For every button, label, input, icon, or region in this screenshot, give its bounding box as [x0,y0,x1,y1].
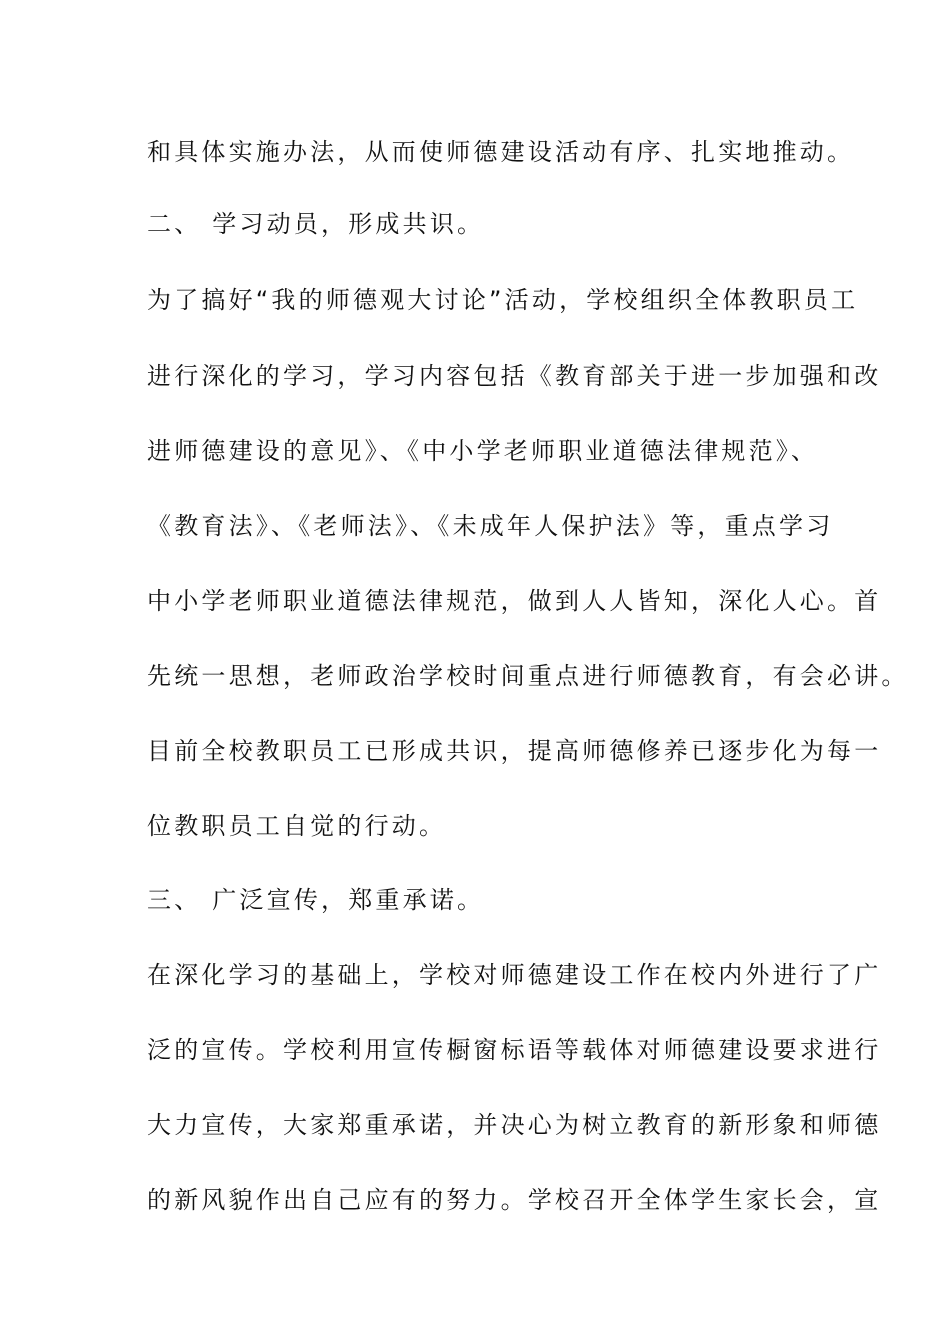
section-heading: 二、 学习动员，形成共识。 [147,210,485,238]
text-line: 《教育法》、《老师法》、《未成年人保护法》等，重点学习 [147,512,834,540]
text-line: 泛的宣传。学校利用宣传橱窗标语等载体对师德建设要求进行 [147,1036,882,1064]
text-line: 和具体实施办法，从而使师德建设活动有序、扎实地推动。 [147,138,855,166]
text-line: 目前全校教职员工已形成共识，提高师德修养已逐步化为每一 [147,737,882,765]
text-line: 的新风貌作出自己应有的努力。学校召开全体学生家长会，宣 [147,1186,882,1214]
text-line: 大力宣传，大家郑重承诺，并决心为树立教育的新形象和师德 [147,1111,882,1139]
text-line: 位教职员工自觉的行动。 [147,812,447,840]
text-line: 在深化学习的基础上，学校对师德建设工作在校内外进行了广 [147,961,882,989]
text-line: 中小学老师职业道德法律规范，做到人人皆知，深化人心。首 [147,587,882,615]
text-line: 先统一思想，老师政治学校时间重点进行师德教育，有会必讲。 [147,662,909,690]
text-line: 进行深化的学习，学习内容包括《教育部关于进一步加强和改 [147,362,882,390]
text-line: 为了搞好“我的师德观大讨论”活动，学校组织全体教职员工 [147,286,859,314]
section-heading: 三、 广泛宣传，郑重承诺。 [147,886,485,914]
text-line: 进师德建设的意见》、《中小学老师职业道德法律规范》、 [147,437,819,465]
